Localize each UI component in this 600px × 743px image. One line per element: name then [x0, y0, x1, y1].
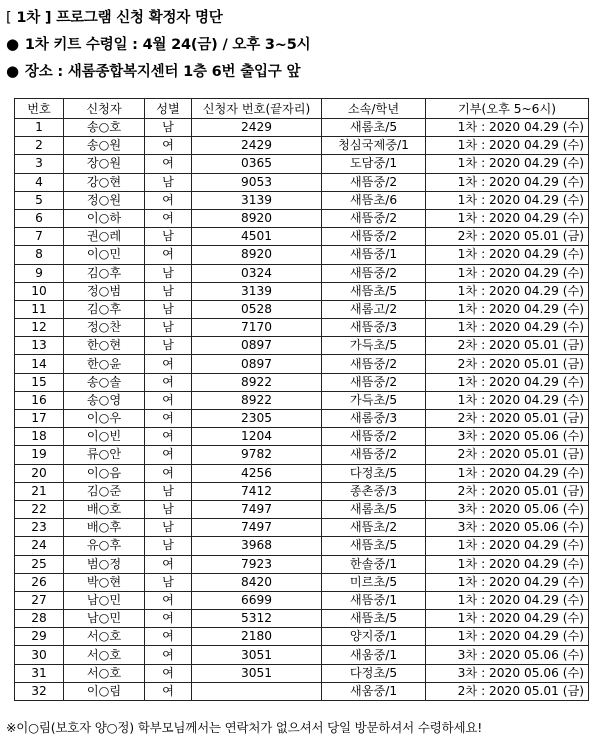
- cell-donation: 1차 : 2020 04.29 (수): [426, 264, 589, 282]
- table-row: [15, 228, 589, 246]
- cell-donation: 2차 : 2020 05.01 (금): [426, 446, 589, 464]
- cell-gender: 남: [145, 537, 192, 555]
- cell-number: 22: [15, 500, 64, 518]
- cell-applicant: 송○호: [64, 119, 145, 137]
- cell-number: 25: [15, 555, 64, 573]
- cell-donation: 1차 : 2020 04.29 (수): [426, 119, 589, 137]
- cell-applicant: 배○호: [64, 500, 145, 518]
- table-row: [15, 137, 589, 155]
- cell-applicant: 송○영: [64, 391, 145, 409]
- cell-applicant: 한○윤: [64, 355, 145, 373]
- cell-number: 7: [15, 228, 64, 246]
- cell-applicant: 이○빈: [64, 428, 145, 446]
- table-row: [15, 646, 589, 664]
- cell-donation: 2차 : 2020 05.01 (금): [426, 682, 589, 700]
- cell-donation: 1차 : 2020 04.29 (수): [426, 246, 589, 264]
- cell-applicant: 서○호: [64, 646, 145, 664]
- cell-applicant: 이○음: [64, 464, 145, 482]
- pickup-date-text: 1차 키트 수령일 : 4월 24(금) / 오후 3~5시: [24, 37, 311, 53]
- cell-number: 31: [15, 664, 64, 682]
- cell-gender: 여: [145, 209, 192, 227]
- cell-donation: 2차 : 2020 05.01 (금): [426, 355, 589, 373]
- table-row: [15, 209, 589, 227]
- cell-phone-suffix: 7412: [192, 482, 322, 500]
- cell-school-grade: 도담중/1: [322, 155, 426, 173]
- cell-school-grade: 청심국제중/1: [322, 137, 426, 155]
- cell-gender: 여: [145, 410, 192, 428]
- cell-donation: 2차 : 2020 05.01 (금): [426, 482, 589, 500]
- title-text: 1차 ] 프로그램 신청 확정자 명단: [16, 10, 223, 26]
- cell-number: 27: [15, 591, 64, 609]
- cell-phone-suffix: 8420: [192, 573, 322, 591]
- cell-donation: 1차 : 2020 04.29 (수): [426, 319, 589, 337]
- cell-donation: 1차 : 2020 04.29 (수): [426, 373, 589, 391]
- cell-school-grade: 가득초/5: [322, 391, 426, 409]
- cell-donation: 3차 : 2020 05.06 (수): [426, 519, 589, 537]
- page-title: [6, 6, 223, 27]
- cell-phone-suffix: [192, 682, 322, 700]
- cell-phone-suffix: 3139: [192, 282, 322, 300]
- cell-gender: 남: [145, 300, 192, 318]
- cell-phone-suffix: 3051: [192, 646, 322, 664]
- table-row: [15, 119, 589, 137]
- cell-phone-suffix: 1204: [192, 428, 322, 446]
- cell-phone-suffix: 0324: [192, 264, 322, 282]
- cell-number: 12: [15, 319, 64, 337]
- cell-donation: 1차 : 2020 04.29 (수): [426, 191, 589, 209]
- cell-school-grade: 한솔중/1: [322, 555, 426, 573]
- cell-number: 16: [15, 391, 64, 409]
- cell-applicant: 남○민: [64, 610, 145, 628]
- table-row: [15, 410, 589, 428]
- location-text: 장소 : 새롬종합복지센터 1층 6번 출입구 앞: [24, 64, 301, 80]
- cell-phone-suffix: 8922: [192, 391, 322, 409]
- cell-donation: 3차 : 2020 05.06 (수): [426, 428, 589, 446]
- cell-donation: 1차 : 2020 04.29 (수): [426, 173, 589, 191]
- cell-number: 24: [15, 537, 64, 555]
- table-row: [15, 446, 589, 464]
- cell-school-grade: 새롬고/2: [322, 300, 426, 318]
- cell-gender: 남: [145, 500, 192, 518]
- cell-applicant: 서○호: [64, 628, 145, 646]
- table-row: [15, 337, 589, 355]
- table-row: [15, 373, 589, 391]
- cell-gender: 남: [145, 228, 192, 246]
- table-row: [15, 519, 589, 537]
- cell-school-grade: 새뜸중/2: [322, 209, 426, 227]
- cell-gender: 여: [145, 591, 192, 609]
- cell-phone-suffix: 8920: [192, 246, 322, 264]
- cell-school-grade: 새뜸초/2: [322, 519, 426, 537]
- cell-gender: 여: [145, 555, 192, 573]
- cell-gender: 남: [145, 337, 192, 355]
- cell-donation: 1차 : 2020 04.29 (수): [426, 610, 589, 628]
- table-row: [15, 610, 589, 628]
- table-row: [15, 173, 589, 191]
- cell-donation: 1차 : 2020 04.29 (수): [426, 155, 589, 173]
- cell-applicant: 김○후: [64, 300, 145, 318]
- cell-number: 26: [15, 573, 64, 591]
- cell-phone-suffix: 0365: [192, 155, 322, 173]
- table-row: [15, 682, 589, 700]
- cell-gender: 여: [145, 664, 192, 682]
- cell-donation: 3차 : 2020 05.06 (수): [426, 646, 589, 664]
- col-header-school-grade: 소속/학년: [322, 99, 426, 119]
- cell-school-grade: 새뜸중/3: [322, 319, 426, 337]
- table-row: [15, 464, 589, 482]
- table-row: [15, 573, 589, 591]
- cell-school-grade: 새뜸중/2: [322, 446, 426, 464]
- cell-gender: 여: [145, 373, 192, 391]
- cell-gender: 남: [145, 119, 192, 137]
- cell-applicant: 송○솔: [64, 373, 145, 391]
- cell-phone-suffix: 7170: [192, 319, 322, 337]
- cell-applicant: 배○후: [64, 519, 145, 537]
- cell-donation: 1차 : 2020 04.29 (수): [426, 555, 589, 573]
- cell-gender: 여: [145, 137, 192, 155]
- cell-phone-suffix: 2180: [192, 628, 322, 646]
- cell-applicant: 서○호: [64, 664, 145, 682]
- cell-phone-suffix: 0897: [192, 337, 322, 355]
- cell-phone-suffix: 7497: [192, 500, 322, 518]
- col-header-donation: 기부(오후 5~6시): [426, 99, 589, 119]
- cell-gender: 여: [145, 428, 192, 446]
- cell-gender: 여: [145, 682, 192, 700]
- cell-school-grade: 새움중/1: [322, 646, 426, 664]
- cell-applicant: 유○후: [64, 537, 145, 555]
- cell-donation: 1차 : 2020 04.29 (수): [426, 537, 589, 555]
- cell-donation: 1차 : 2020 04.29 (수): [426, 300, 589, 318]
- cell-number: 3: [15, 155, 64, 173]
- cell-phone-suffix: 3968: [192, 537, 322, 555]
- cell-donation: 3차 : 2020 05.06 (수): [426, 500, 589, 518]
- table-row: [15, 428, 589, 446]
- cell-gender: 남: [145, 282, 192, 300]
- cell-applicant: 범○정: [64, 555, 145, 573]
- cell-number: 23: [15, 519, 64, 537]
- cell-gender: 남: [145, 173, 192, 191]
- cell-number: 32: [15, 682, 64, 700]
- cell-applicant: 박○현: [64, 573, 145, 591]
- bullet-icon: ●: [6, 35, 19, 53]
- cell-phone-suffix: 4256: [192, 464, 322, 482]
- cell-number: 14: [15, 355, 64, 373]
- cell-school-grade: 새뜸초/6: [322, 191, 426, 209]
- cell-number: 15: [15, 373, 64, 391]
- table-body: [15, 119, 589, 701]
- cell-school-grade: 새롬중/3: [322, 410, 426, 428]
- cell-applicant: 이○림: [64, 682, 145, 700]
- cell-gender: 남: [145, 573, 192, 591]
- cell-donation: 1차 : 2020 04.29 (수): [426, 573, 589, 591]
- cell-applicant: 이○우: [64, 410, 145, 428]
- table-row: [15, 555, 589, 573]
- cell-donation: 2차 : 2020 05.01 (금): [426, 337, 589, 355]
- cell-applicant: 한○현: [64, 337, 145, 355]
- col-header-phone-suffix: 신청자 번호(끝자리): [192, 99, 322, 119]
- cell-school-grade: 새뜸중/2: [322, 428, 426, 446]
- cell-applicant: 정○범: [64, 282, 145, 300]
- cell-number: 8: [15, 246, 64, 264]
- table-row: [15, 300, 589, 318]
- cell-gender: 여: [145, 628, 192, 646]
- cell-school-grade: 종촌중/3: [322, 482, 426, 500]
- footnote: ※이○림(보호자 양○정) 학부모님께서는 연락처가 없으셔서 당일 방문하셔서 수령하세요!: [6, 720, 483, 735]
- cell-school-grade: 가득초/5: [322, 337, 426, 355]
- applicant-table: [14, 98, 589, 701]
- cell-gender: 여: [145, 610, 192, 628]
- cell-donation: 1차 : 2020 04.29 (수): [426, 591, 589, 609]
- cell-phone-suffix: 2429: [192, 119, 322, 137]
- cell-number: 2: [15, 137, 64, 155]
- cell-gender: 여: [145, 646, 192, 664]
- cell-school-grade: 다정초/5: [322, 664, 426, 682]
- cell-number: 18: [15, 428, 64, 446]
- cell-school-grade: 새뜸중/2: [322, 264, 426, 282]
- table-row: [15, 355, 589, 373]
- cell-school-grade: 새롬초/5: [322, 500, 426, 518]
- cell-number: 28: [15, 610, 64, 628]
- cell-phone-suffix: 3051: [192, 664, 322, 682]
- table-row: [15, 391, 589, 409]
- table-row: [15, 537, 589, 555]
- cell-gender: 여: [145, 391, 192, 409]
- cell-applicant: 장○원: [64, 155, 145, 173]
- cell-number: 17: [15, 410, 64, 428]
- cell-donation: 1차 : 2020 04.29 (수): [426, 628, 589, 646]
- table-row: [15, 482, 589, 500]
- cell-school-grade: 새롬초/5: [322, 119, 426, 137]
- table-row: [15, 264, 589, 282]
- table-row: [15, 500, 589, 518]
- cell-gender: 남: [145, 319, 192, 337]
- cell-donation: 1차 : 2020 04.29 (수): [426, 464, 589, 482]
- cell-school-grade: 새뜸중/2: [322, 355, 426, 373]
- cell-gender: 남: [145, 482, 192, 500]
- cell-gender: 여: [145, 464, 192, 482]
- cell-number: 1: [15, 119, 64, 137]
- cell-donation: 2차 : 2020 05.01 (금): [426, 228, 589, 246]
- cell-applicant: 김○후: [64, 264, 145, 282]
- title-bracket: [: [6, 10, 12, 26]
- cell-phone-suffix: 6699: [192, 591, 322, 609]
- table-row: [15, 319, 589, 337]
- cell-school-grade: 새뜸중/2: [322, 373, 426, 391]
- table-row: [15, 628, 589, 646]
- pickup-date-line: [6, 33, 310, 54]
- cell-school-grade: 새뜸중/1: [322, 246, 426, 264]
- cell-applicant: 정○원: [64, 191, 145, 209]
- cell-school-grade: 새뜸중/1: [322, 591, 426, 609]
- cell-phone-suffix: 4501: [192, 228, 322, 246]
- cell-phone-suffix: 9782: [192, 446, 322, 464]
- cell-school-grade: 새뜸중/2: [322, 173, 426, 191]
- table-row: [15, 246, 589, 264]
- cell-number: 5: [15, 191, 64, 209]
- cell-number: 30: [15, 646, 64, 664]
- cell-donation: 1차 : 2020 04.29 (수): [426, 209, 589, 227]
- cell-gender: 여: [145, 246, 192, 264]
- cell-number: 10: [15, 282, 64, 300]
- cell-school-grade: 미르초/5: [322, 573, 426, 591]
- table-row: [15, 155, 589, 173]
- cell-donation: 1차 : 2020 04.29 (수): [426, 391, 589, 409]
- table-row: [15, 282, 589, 300]
- cell-phone-suffix: 2429: [192, 137, 322, 155]
- cell-phone-suffix: 9053: [192, 173, 322, 191]
- cell-donation: 1차 : 2020 04.29 (수): [426, 137, 589, 155]
- col-header-gender: 성별: [145, 99, 192, 119]
- cell-number: 6: [15, 209, 64, 227]
- cell-applicant: 송○원: [64, 137, 145, 155]
- cell-gender: 여: [145, 191, 192, 209]
- cell-gender: 여: [145, 155, 192, 173]
- cell-phone-suffix: 7923: [192, 555, 322, 573]
- cell-phone-suffix: 7497: [192, 519, 322, 537]
- cell-school-grade: 새움중/1: [322, 682, 426, 700]
- cell-number: 20: [15, 464, 64, 482]
- cell-donation: 1차 : 2020 04.29 (수): [426, 282, 589, 300]
- bullet-icon: ●: [6, 62, 19, 80]
- cell-number: 4: [15, 173, 64, 191]
- cell-phone-suffix: 2305: [192, 410, 322, 428]
- cell-number: 19: [15, 446, 64, 464]
- cell-school-grade: 새뜸초/5: [322, 610, 426, 628]
- cell-number: 29: [15, 628, 64, 646]
- cell-applicant: 김○준: [64, 482, 145, 500]
- cell-number: 13: [15, 337, 64, 355]
- cell-applicant: 이○민: [64, 246, 145, 264]
- col-header-applicant: 신청자: [64, 99, 145, 119]
- cell-gender: 남: [145, 264, 192, 282]
- cell-applicant: 이○하: [64, 209, 145, 227]
- cell-school-grade: 다정초/5: [322, 464, 426, 482]
- table-row: [15, 664, 589, 682]
- cell-school-grade: 새뜸초/5: [322, 282, 426, 300]
- cell-gender: 여: [145, 446, 192, 464]
- table-row: [15, 191, 589, 209]
- cell-phone-suffix: 8922: [192, 373, 322, 391]
- cell-number: 9: [15, 264, 64, 282]
- table-header-row: [15, 99, 589, 119]
- cell-applicant: 정○찬: [64, 319, 145, 337]
- cell-gender: 남: [145, 519, 192, 537]
- cell-phone-suffix: 0528: [192, 300, 322, 318]
- cell-applicant: 남○민: [64, 591, 145, 609]
- cell-number: 21: [15, 482, 64, 500]
- cell-phone-suffix: 3139: [192, 191, 322, 209]
- cell-number: 11: [15, 300, 64, 318]
- table-row: [15, 591, 589, 609]
- cell-applicant: 강○현: [64, 173, 145, 191]
- cell-phone-suffix: 0897: [192, 355, 322, 373]
- cell-applicant: 류○안: [64, 446, 145, 464]
- cell-gender: 여: [145, 355, 192, 373]
- cell-donation: 3차 : 2020 05.06 (수): [426, 664, 589, 682]
- cell-school-grade: 양지중/1: [322, 628, 426, 646]
- cell-school-grade: 새뜸중/2: [322, 228, 426, 246]
- cell-donation: 2차 : 2020 05.01 (금): [426, 410, 589, 428]
- cell-phone-suffix: 8920: [192, 209, 322, 227]
- cell-phone-suffix: 5312: [192, 610, 322, 628]
- location-line: [6, 60, 300, 81]
- cell-applicant: 권○레: [64, 228, 145, 246]
- cell-school-grade: 새뜸초/5: [322, 537, 426, 555]
- col-header-number: 번호: [15, 99, 64, 119]
